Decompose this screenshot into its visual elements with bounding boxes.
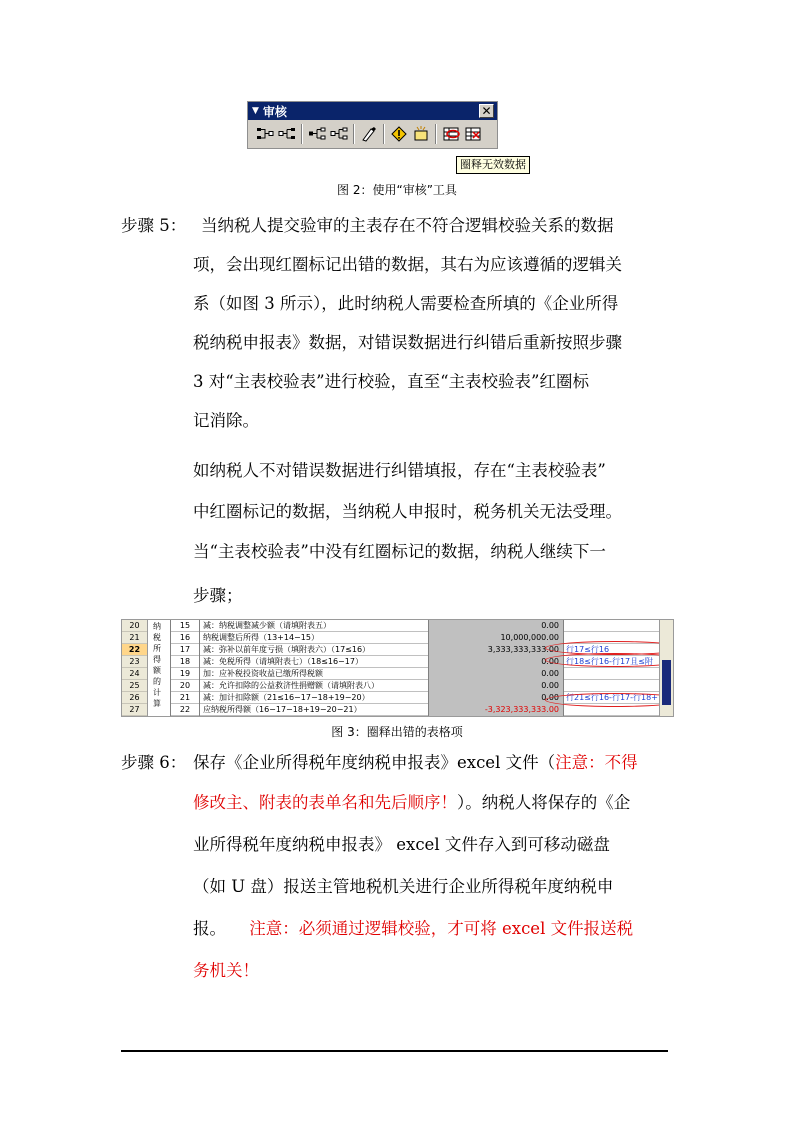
vertical-label-char: 税: [153, 633, 161, 642]
remove-all-arrows-icon[interactable]: [358, 123, 380, 145]
vertical-label-char: 的: [153, 677, 161, 686]
remove-dependent-arrows-icon[interactable]: [328, 123, 350, 145]
vertical-label-char: 得: [153, 655, 161, 664]
step-6-line-5: [193, 909, 633, 948]
amount-cell[interactable]: 10,000,000.00: [428, 632, 564, 644]
figure-2-caption: 图 2：使用“审核”工具: [337, 183, 457, 197]
row-number[interactable]: 24: [122, 668, 147, 680]
validation-rule-note: [564, 620, 674, 632]
vertical-label-char: 计: [153, 688, 161, 697]
line-number-cell: 17: [170, 644, 200, 656]
step-5-line-9: 当“主表校验表”中没有红圈标记的数据，纳税人继续下一: [193, 542, 606, 561]
step-6-warning: 修改主、附表的表单名和先后顺序！: [193, 793, 457, 812]
item-description-cell: 减：加计扣除额（21≤16−17−18+19−20）: [203, 693, 370, 702]
item-description-cell: 减：免税所得（请填附表七）（18≤16−17）: [203, 657, 363, 666]
vertical-label-char: 算: [153, 699, 161, 708]
line-number-cell: 16: [170, 632, 200, 644]
figure-3-caption: 图 3：圈释出错的表格项: [331, 725, 463, 739]
row-number[interactable]: 25: [122, 680, 147, 692]
toolbar-title: 审核: [262, 104, 287, 119]
step-5-line-6: 记消除。: [193, 411, 259, 430]
step-6-line-4: （如 U 盘）报送主管地税机关进行企业所得税年度纳税申: [193, 877, 614, 896]
amount-cell[interactable]: 3,333,333,333.00: [428, 644, 564, 656]
vertical-label-char: 纳: [153, 622, 161, 631]
toolbar-title-bar[interactable]: [248, 102, 497, 120]
step-5-line-5: 3 对“主表校验表”进行校验，直至“主表校验表”红圈标: [193, 372, 589, 391]
validation-rule-note: 行18≤行16-行17且≤附: [566, 657, 653, 666]
toolbar-buttons: [248, 120, 497, 148]
step-5-line-7: 如纳税人不对错误数据进行纠错填报，存在“主表校验表”: [193, 461, 606, 480]
audit-toolbar: [247, 101, 498, 149]
vertical-label-char: 所: [153, 644, 161, 653]
amount-cell[interactable]: 0.00: [428, 692, 564, 704]
toolbar-separator: [435, 124, 437, 144]
item-description-cell: 纳税调整后所得（13+14−15）: [203, 633, 319, 642]
step-6-line-2: [193, 783, 630, 822]
amount-cell[interactable]: 0.00: [428, 656, 564, 668]
step-6-line-3: 业所得税年度纳税申报表》 excel 文件存入到可移动磁盘: [193, 835, 610, 854]
step-6-text: 报。: [193, 919, 226, 938]
step-6-warning: 注意：必须通过逻辑校验，才可将 excel 文件报送税: [249, 919, 634, 938]
line-number-cell: 21: [170, 692, 200, 704]
item-description-cell: 加：应补税投资收益已缴所得税额: [203, 669, 323, 678]
row-number[interactable]: 23: [122, 656, 147, 668]
step-5-label: 步骤 5：: [121, 216, 187, 235]
row-number[interactable]: 21: [122, 632, 147, 644]
table-row: [170, 668, 673, 680]
vertical-scrollbar[interactable]: [659, 620, 673, 716]
row-number[interactable]: 27: [122, 704, 147, 716]
trace-dependents-icon[interactable]: [276, 123, 298, 145]
step-6-text: ）。纳税人将保存的《企: [457, 793, 631, 812]
invalid-data-circle: [545, 693, 674, 707]
close-icon[interactable]: ✕: [479, 104, 494, 118]
line-number-cell: 15: [170, 620, 200, 632]
amount-cell[interactable]: -3,323,333,333.00: [428, 704, 564, 716]
trace-precedents-icon[interactable]: [254, 123, 276, 145]
clear-validation-circles-icon[interactable]: [462, 123, 484, 145]
line-number-cell: 20: [170, 680, 200, 692]
item-description-cell: 减：允许扣除的公益救济性捐赠额（请填附表八）: [203, 681, 379, 690]
item-description-cell: 减：弥补以前年度亏损（填附表六）（17≤16）: [203, 645, 371, 654]
tax-spreadsheet: [121, 619, 674, 717]
row-number-column: [122, 620, 148, 716]
toolbar-separator: [301, 124, 303, 144]
toolbar-menu-arrow-icon[interactable]: ▼: [252, 106, 259, 116]
footer-rule: [121, 1050, 668, 1052]
step-6-text: 保存《企业所得税年度纳税申报表》excel 文件（: [193, 753, 556, 772]
step-5-line-4: 税纳税申报表》数据，对错误数据进行纠错后重新按照步骤: [193, 333, 622, 352]
table-row: [170, 620, 673, 632]
new-comment-icon[interactable]: [410, 123, 432, 145]
scrollbar-thumb[interactable]: [662, 660, 671, 705]
invalid-data-circle: [545, 653, 674, 667]
step-6-warning: 注意：不得: [555, 753, 638, 772]
step-6-label: 步骤 6：: [121, 753, 187, 772]
line-number-cell: 18: [170, 656, 200, 668]
validation-rule-note: 行17≤行16: [566, 645, 610, 654]
remove-precedent-arrows-icon[interactable]: [306, 123, 328, 145]
row-number-active[interactable]: 22: [122, 644, 147, 656]
item-description-cell: 应纳税所得额（16−17−18+19−20−21）: [203, 705, 362, 714]
step-6-line-1: [193, 743, 638, 782]
toolbar-tooltip: 圈释无效数据: [456, 156, 530, 174]
row-number[interactable]: 26: [122, 692, 147, 704]
circle-invalid-data-icon[interactable]: [440, 123, 462, 145]
amount-cell[interactable]: 0.00: [428, 668, 564, 680]
line-number-cell: 19: [170, 668, 200, 680]
validation-rule-note: 行21≤行16-行17-行18+: [566, 693, 658, 702]
validation-rule-note: [564, 680, 674, 692]
section-vertical-label: [150, 620, 164, 716]
item-description-cell: 减：纳税调整减少额（请填附表五）: [203, 621, 331, 630]
step-5-line-2: 项，会出现红圈标记出错的数据，其右为应该遵循的逻辑关: [193, 255, 622, 274]
amount-cell[interactable]: 0.00: [428, 620, 564, 632]
validation-rule-note: [564, 668, 674, 680]
toolbar-separator: [383, 124, 385, 144]
step-5-line-8: 中红圈标记的数据，当纳税人申报时，税务机关无法受理。: [193, 502, 622, 521]
vertical-label-char: 额: [153, 666, 161, 675]
trace-error-icon[interactable]: [388, 123, 410, 145]
row-number[interactable]: 20: [122, 620, 147, 632]
toolbar-separator: [353, 124, 355, 144]
table-row: [170, 680, 673, 692]
step-5-line-3: 系（如图 3 所示），此时纳税人需要检查所填的《企业所得: [193, 294, 619, 313]
step-5-line-10: 步骤；: [193, 586, 243, 605]
line-number-cell: 22: [170, 704, 200, 716]
step-6-line-6: 务机关！: [193, 961, 259, 980]
amount-cell[interactable]: 0.00: [428, 680, 564, 692]
step-5-line-1: 当纳税人提交验审的主表存在不符合逻辑校验关系的数据: [201, 216, 614, 235]
